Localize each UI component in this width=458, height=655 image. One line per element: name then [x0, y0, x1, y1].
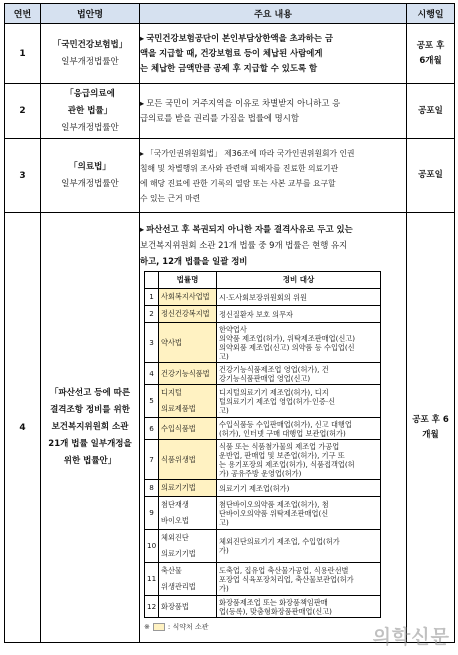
- content-cell: [140, 84, 407, 139]
- sub-law-name: 축산물 위생관리법: [159, 563, 217, 596]
- sub-target: 시·도사회보장위원회의 위원: [217, 289, 381, 306]
- law-name: 「의료법」: [69, 161, 111, 172]
- date-cell: 공포일: [407, 84, 455, 139]
- sub-law-name: 체외진단 의료기기법: [159, 530, 217, 563]
- sub-row-number: 1: [145, 289, 159, 306]
- sub-law-name: 의료기기법: [159, 480, 217, 497]
- sub-row-number: 9: [145, 497, 159, 530]
- sub-row-number: 7: [145, 440, 159, 480]
- header-content: 주요 내용: [140, 4, 407, 24]
- law-name-cell: [41, 84, 140, 139]
- legend-mark: ※: [144, 623, 150, 631]
- sub-table-row: [145, 323, 381, 363]
- law-name-cell: [41, 24, 140, 84]
- date-line: 6개월: [419, 55, 442, 66]
- content-line: 액을 지급할 때, 건강보험료 등이 체납된 사람에게: [140, 48, 323, 58]
- sub-law-name: 약사법: [159, 323, 217, 363]
- bullet-icon: ▸: [140, 33, 145, 43]
- sub-row-number: 3: [145, 323, 159, 363]
- sub-header-target: 정비 대상: [217, 272, 381, 289]
- sub-target: 건강기능식품제조업 영업(허가), 건 강기능식품판매업 영업(신고): [217, 363, 381, 385]
- sub-target: 한약업사 의약품 제조업(허가), 위탁제조판매업(신고) 의약외품 제조업(신고) 의약품 등 수입업(신 고): [217, 323, 381, 363]
- content-line: 급의료를 받을 권리를 가짐을 법률에 명시함: [140, 113, 299, 123]
- sub-table-row: [145, 563, 381, 596]
- sub-table-row: [145, 418, 381, 440]
- sub-table-row: [145, 289, 381, 306]
- content-line: 침해 및 차별행위 조사와 관련해 피해자를 진료한 의료기관: [140, 163, 339, 173]
- content-line: 는 체납한 금액만큼 공제 후 지급할 수 있도록 함: [140, 63, 318, 73]
- sub-row-number: 2: [145, 306, 159, 323]
- sub-target: 식품 또는 식품첨가물의 제조업 가공업 운반업, 판매업 및 보존업(허가), 기구 또 는 용기포장의 제조업(허가), 식품접객업(허 가) 공유주방 운영업(허가): [217, 440, 381, 480]
- bullet-icon: ▸: [140, 148, 144, 158]
- row-number: 3: [5, 139, 41, 213]
- law-name: 「응급의료에: [65, 88, 115, 99]
- sub-row-number: 10: [145, 530, 159, 563]
- header-law: 법안명: [41, 4, 140, 24]
- legend-label: : 식약처 소관: [167, 623, 209, 631]
- sub-target: 의료기기 제조업(허가): [217, 480, 381, 497]
- bullet-icon: ▸: [140, 98, 145, 108]
- sub-target: 도축업, 집유업 축산물가공업, 식용란선별 포장업 식육포장처리업, 축산물보관업(허가 가): [217, 563, 381, 596]
- sub-row-number: 8: [145, 480, 159, 497]
- table-row: [5, 139, 455, 213]
- sub-law-name: 디지털 의료제품법: [159, 385, 217, 418]
- content-cell: [140, 213, 407, 643]
- sub-header-law: 법률명: [159, 272, 217, 289]
- sub-law-name: 식품위생법: [159, 440, 217, 480]
- legend-swatch: [153, 623, 165, 631]
- law-name-line: 21개 법률 일부개정을: [48, 439, 132, 449]
- sub-table-row: [145, 497, 381, 530]
- date-line: 개월: [422, 429, 439, 440]
- sub-table-row: [145, 385, 381, 418]
- sub-target: 화장품제조업 또는 화장품책임판매 업(등록), 맞춤형화장품판매업(신고): [217, 596, 381, 618]
- bullet-icon: ▸: [140, 224, 145, 234]
- law-name-cell: [41, 213, 140, 643]
- header-date: 시행일: [407, 4, 455, 24]
- content-line: 수 있는 근거 마련: [140, 193, 201, 203]
- sub-table-row: [145, 363, 381, 385]
- content-line: ▸ 모든 국민이 거주지역을 이유로 차별받지 아니하고 응: [140, 98, 341, 108]
- law-name-line: 결격조항 정비를 위한: [50, 405, 130, 415]
- sub-header-row: [145, 272, 381, 289]
- sub-law-name: 수입식품법: [159, 418, 217, 440]
- content-line: 하고, 12개 법률을 일괄 정비: [140, 256, 248, 266]
- sub-row-number: 11: [145, 563, 159, 596]
- sub-target: 수입식품등 수입판매업(허가), 신고 대행업 (허가), 인터넷 구매 대행업 보관업(허가): [217, 418, 381, 440]
- law-suffix: 일부개정법률안: [61, 122, 119, 133]
- date-line: 공포 후: [416, 40, 445, 51]
- law-suffix: 일부개정법률안: [61, 178, 119, 189]
- date-cell: [407, 213, 455, 643]
- sub-table-row: [145, 440, 381, 480]
- content-line: 에 해당 진료에 관한 기록의 열람 또는 사본 교부를 요구할: [140, 178, 336, 188]
- sub-law-name: 화장품법: [159, 596, 217, 618]
- sub-table-row: [145, 480, 381, 497]
- law-suffix: 일부개정법률안: [61, 56, 119, 67]
- sub-row-number: 5: [145, 385, 159, 418]
- content-line: ▸ 파산선고 후 복권되지 아니한 자를 결격사유로 두고 있는: [140, 224, 353, 234]
- content-cell: [140, 24, 407, 84]
- table-row: [5, 24, 455, 84]
- row-number: 4: [5, 213, 41, 643]
- sub-table-row: [145, 596, 381, 618]
- law-name-line: 위한 법률안」: [63, 456, 117, 466]
- sub-target: 정신질환자 보호 의무자: [217, 306, 381, 323]
- sub-target: 체외진단의료기기 제조업, 수입업(허가 가): [217, 530, 381, 563]
- content-line: ▸ 「국가인권위원회법」 제36조에 따라 국가인권위원회가 인권: [140, 148, 355, 158]
- law-name: 「국민건강보험법」: [52, 39, 128, 50]
- law-name-line: 보건복지위원회 소관: [51, 422, 129, 432]
- row-number: 2: [5, 84, 41, 139]
- law-name-line: 「파산선고 등에 따른: [49, 388, 131, 398]
- date-cell: [407, 24, 455, 84]
- sub-law-name: 정신건강복지법: [159, 306, 217, 323]
- content-line: ▸ 국민건강보험공단이 본인부담상한액을 초과하는 금: [140, 33, 333, 43]
- sub-row-number: 12: [145, 596, 159, 618]
- header-no: 연번: [5, 4, 41, 24]
- table-row: [5, 84, 455, 139]
- sub-row-number: 6: [145, 418, 159, 440]
- date-cell: 공포일: [407, 139, 455, 213]
- sub-law-name: 첨단재생 바이오법: [159, 497, 217, 530]
- sub-table-wrap: [140, 271, 406, 635]
- law-name-2: 관한 법률」: [67, 105, 113, 116]
- legend: [144, 619, 406, 635]
- sub-table-row: [145, 306, 381, 323]
- content-cell: [140, 139, 407, 213]
- sub-table-body: [145, 289, 381, 618]
- sub-target: 디지털의료기기 제조업(허가), 디지 털의료기기 제조업 영업(허가·인증·신 고): [217, 385, 381, 418]
- watermark: 의학신문: [372, 626, 450, 648]
- content-line: 보건복지위원회 소관 21개 법률 중 9개 법률은 현행 유지: [140, 240, 348, 250]
- sub-header-blank: [145, 272, 159, 289]
- sub-target: 첨단바이오의약품 제조업(허가), 첨 단바이오의약품 위탁제조판매업(신 고): [217, 497, 381, 530]
- date-line: 공포 후 6: [412, 414, 449, 425]
- law-summary-table: [4, 3, 455, 643]
- sub-row-number: 4: [145, 363, 159, 385]
- sub-law-name: 건강기능식품법: [159, 363, 217, 385]
- table-header-row: [5, 4, 455, 24]
- sub-table-row: [145, 530, 381, 563]
- sub-law-table: [144, 271, 381, 618]
- law-name-cell: [41, 139, 140, 213]
- row-number: 1: [5, 24, 41, 84]
- table-row: [5, 213, 455, 643]
- sub-law-name: 사회복지사업법: [159, 289, 217, 306]
